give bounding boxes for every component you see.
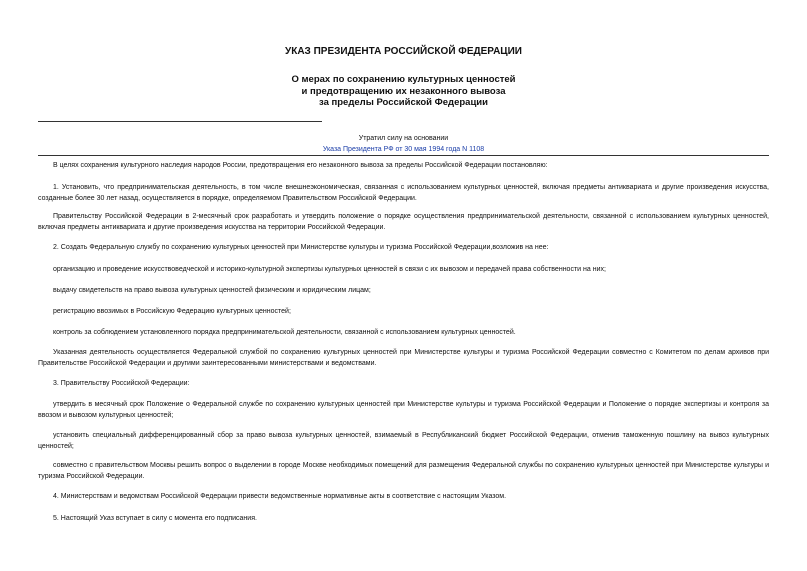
repeal-text: Утратил силу на основании	[358, 135, 449, 142]
paragraph: утвердить в месячный срок Положение о Федеральной службе по сохранению культурных ценностей при Министерстве культуры и туризма Российской Федерации и Положение о порядке экспертизы и контроля за ввозом и вывозом культурных ценностей;	[38, 401, 769, 419]
paragraph: 3. Правительству Российской Федерации:	[53, 380, 190, 387]
paragraph: контроль за соблюдением установленного порядка предпринимательской деятельности, связанной с использованием культурных ценностей.	[53, 329, 516, 336]
paragraph: регистрацию ввозимых в Российскую Федерацию культурных ценностей;	[53, 308, 291, 315]
body-divider	[38, 155, 769, 156]
paragraph: 2. Создать Федеральную службу по сохранению культурных ценностей при Министерстве культуры и туризма Российской Федерации,возложив на нее:	[53, 244, 549, 251]
decree-subtitle	[0, 74, 807, 109]
paragraph: 1. Установить, что предпринимательская деятельность, в том числе внешнеэкономическая, связанная с использованием культурных ценностей, включая предметы антиквариата и другие произведения искусства, созданные более 30 лет назад, осуществляется в порядке, определяемом Правительством Российской Федерации.	[38, 184, 769, 202]
paragraph: выдачу свидетельств на право вывоза культурных ценностей физическим и юридическим лицам;	[53, 287, 371, 294]
decree-title: УКАЗ ПРЕЗИДЕНТА РОССИЙСКОЙ ФЕДЕРАЦИИ	[285, 46, 522, 57]
subtitle-line: и предотвращению их незаконного вывоза	[301, 85, 506, 97]
paragraph: установить специальный дифференцированный сбор за право вывоза культурных ценностей, взимаемый в Республиканский бюджет Российской Федерации, отменив таможенную пошлину на вывоз культурных ценностей;	[38, 432, 769, 450]
paragraph: 5. Настоящий Указ вступает в силу с момента его подписания.	[53, 515, 257, 522]
repeal-decree-link[interactable]: Указа Президента РФ от 30 мая 1994 года N 1108	[322, 146, 485, 153]
subtitle-line: О мерах по сохранению культурных ценностей	[291, 74, 516, 85]
paragraph: Правительству Российской Федерации в 2-месячный срок разработать и утвердить положение о порядке осуществления предпринимательской деятельности, связанной с использованием культурных ценностей, включая предметы антиквариата и другие произведения искусства на территории Российской Федерации.	[38, 213, 769, 231]
paragraph: 4. Министерствам и ведомствам Российской Федерации привести ведомственные нормативные акты в соответствие с настоящим Указом.	[53, 493, 507, 500]
paragraph: совместно с правительством Москвы решить вопрос о выделении в городе Москве необходимых помещений для размещения Федеральной службы по сохранению культурных ценностей при Министерстве культуры и туризма Российской Федерации.	[38, 462, 769, 480]
repeal-notice	[0, 133, 807, 155]
paragraph: В целях сохранения культурного наследия народов России, предотвращения его незаконного вывоза за пределы Российской Федерации постановляю:	[53, 162, 548, 169]
paragraph: Указанная деятельность осуществляется Федеральной службой по сохранению культурных ценностей при Министерстве культуры и туризма Российской Федерации совместно с Комитетом по делам архивов при Правительстве Российской Федерации и другими заинтересованными министерствами и ведомствами.	[38, 349, 769, 367]
paragraph: организацию и проведение искусствоведческой и историко-культурной экспертизы культурных ценностей в связи с их вывозом и передачей права собственности на них;	[53, 266, 606, 273]
subtitle-line: за пределы Российской Федерации	[319, 97, 488, 108]
header-divider	[38, 121, 322, 122]
